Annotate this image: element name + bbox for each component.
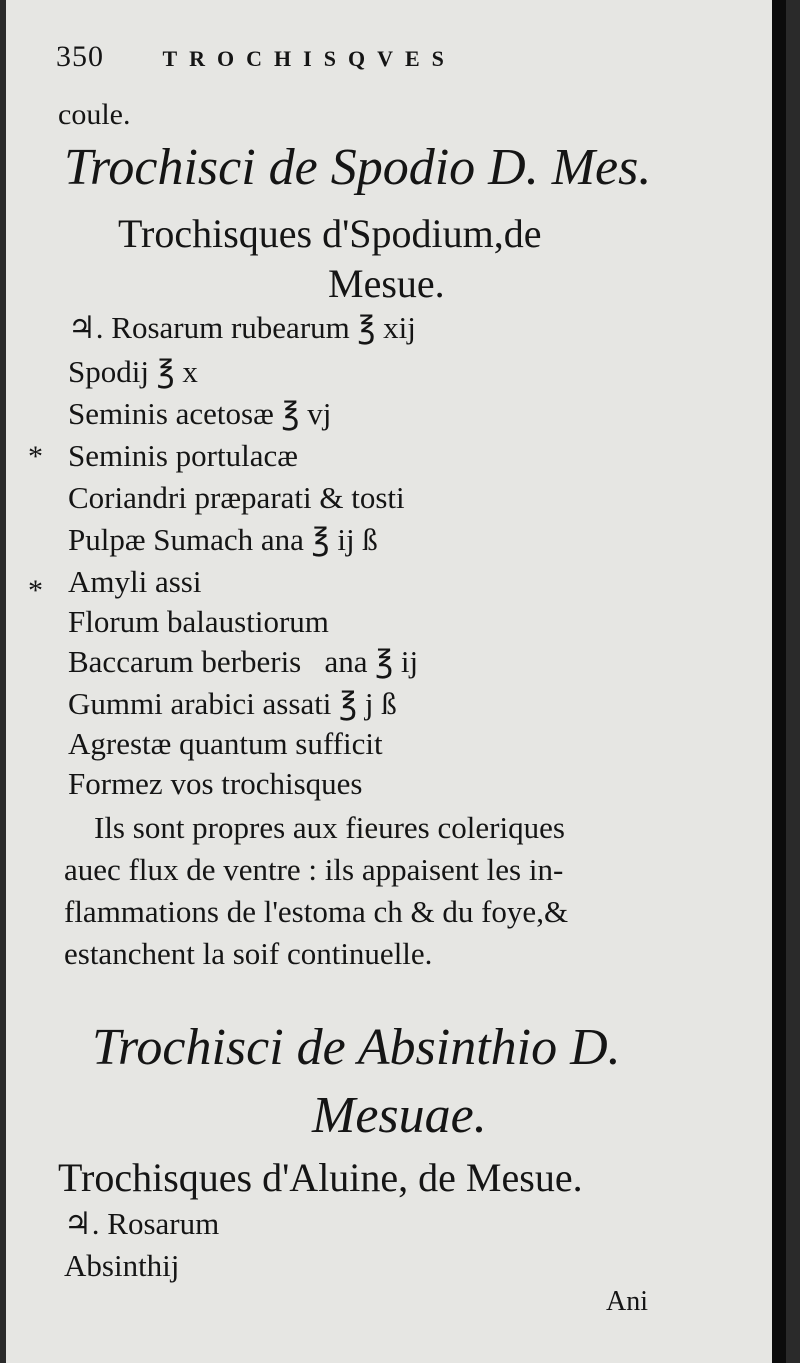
ingredient-3: Seminis acetosæ ℥ vj bbox=[68, 396, 332, 431]
catchword: Ani bbox=[606, 1286, 648, 1317]
recipe2-latin-title-line2: Mesuae. bbox=[312, 1087, 487, 1144]
usage-line-2: auec flux de ventre : ils appaisent les in- bbox=[64, 852, 564, 887]
ingredient-8: Florum balaustiorum bbox=[68, 604, 329, 639]
recipe2-latin-title-line1: Trochisci de Absinthio D. bbox=[92, 1019, 621, 1076]
ingredient-2: Spodij ℥ x bbox=[68, 354, 198, 389]
usage-line-1: Ils sont propres aux fieures coleriques bbox=[94, 810, 565, 845]
running-title: TROCHISQVES bbox=[162, 46, 456, 71]
continuation-word: coule. bbox=[58, 98, 131, 131]
ingredient-11: Agrestæ quantum sufficit bbox=[68, 726, 383, 761]
recipe1-french-title-line1: Trochisques d'Spodium,de bbox=[118, 211, 542, 256]
ingredient-5: Coriandri præparati & tosti bbox=[68, 480, 405, 515]
running-header bbox=[56, 40, 456, 74]
ingredient-7: Amyli assi bbox=[68, 564, 202, 599]
usage-line-3: flammations de l'estoma ch & du foye,& bbox=[64, 894, 569, 929]
page-number: 350 bbox=[56, 40, 104, 73]
margin-asterisk-2: * bbox=[28, 574, 43, 607]
recipe2-french-title: Trochisques d'Aluine, de Mesue. bbox=[58, 1155, 583, 1200]
ingredient-6: Pulpæ Sumach ana ℥ ij ß bbox=[68, 522, 378, 557]
margin-asterisk-1: * bbox=[28, 440, 43, 473]
book-page bbox=[6, 0, 786, 1363]
ingredient-12: Formez vos trochisques bbox=[68, 766, 363, 801]
recipe1-french-title-line2: Mesue. bbox=[328, 261, 445, 306]
ingredient-10: Gummi arabici assati ℥ j ß bbox=[68, 686, 397, 721]
ingredient-4: Seminis portulacæ bbox=[68, 438, 298, 473]
ingredient-9: Baccarum berberis ana ℥ ij bbox=[68, 644, 419, 679]
recipe2-ingredient-1: ♃. Rosarum bbox=[64, 1206, 220, 1241]
usage-line-4: estanchent la soif continuelle. bbox=[64, 936, 433, 971]
page-gutter-shadow bbox=[772, 0, 786, 1363]
ingredient-1: ♃. Rosarum rubearum ℥ xij bbox=[68, 310, 416, 345]
recipe2-ingredient-2: Absinthij bbox=[64, 1248, 180, 1283]
recipe1-latin-title: Trochisci de Spodio D. Mes. bbox=[64, 139, 652, 196]
